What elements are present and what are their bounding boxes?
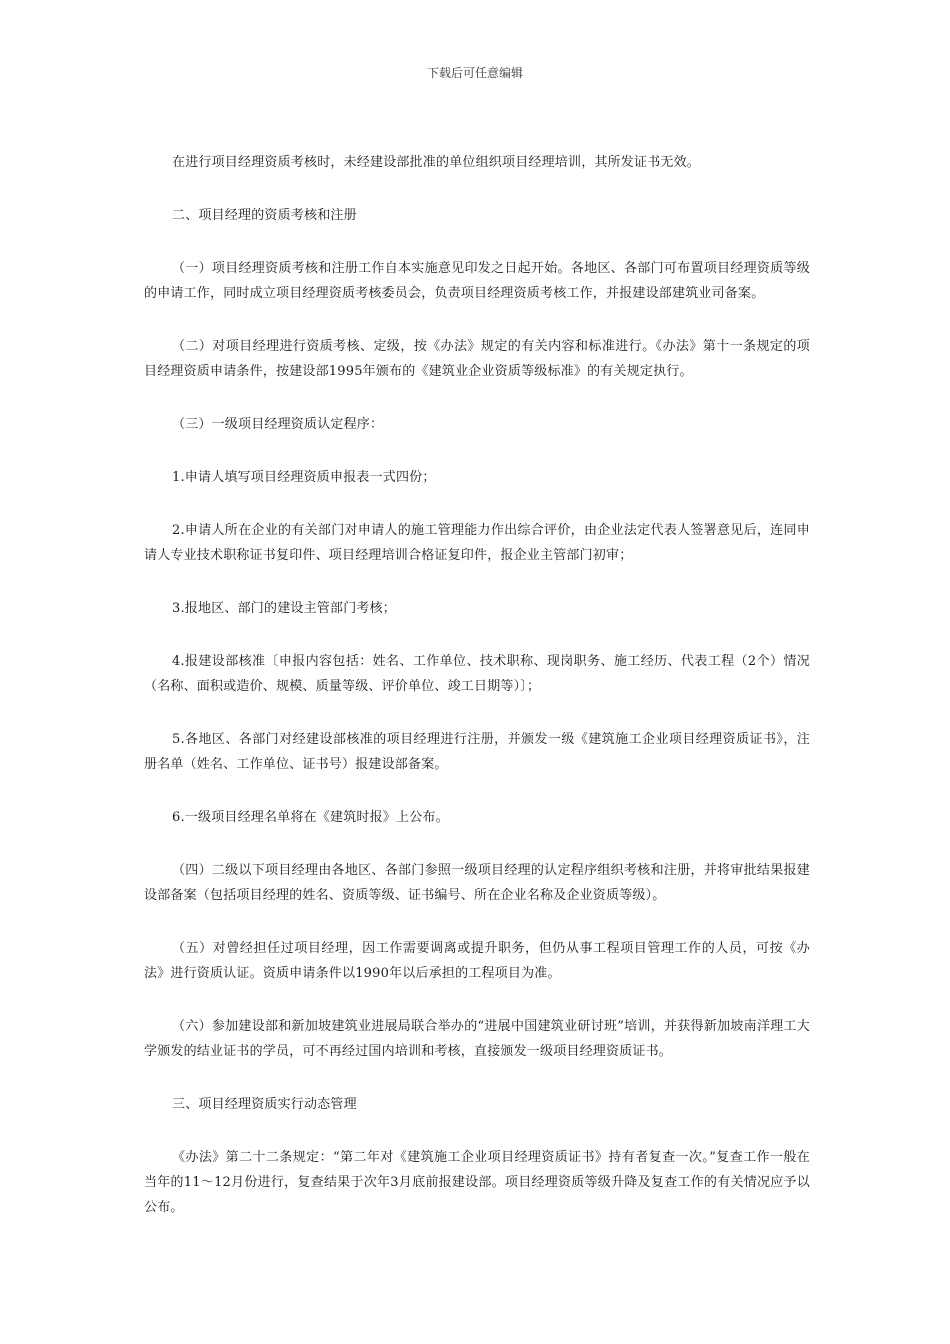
paragraph-item-4: （四）二级以下项目经理由各地区、各部门参照一级项目经理的认定程序组织考核和注册，并将审批结果报建设部备案（包括项目经理的姓名、资质等级、证书编号、所在企业名称及企业资质等级）。 — [144, 863, 810, 903]
paragraph-dynamic-management: 《办法》第二十二条规定：“第二年对《建筑施工企业项目经理资质证书》持有者复查一次。”复查工作一般在当年的11～12月份进行，复查结果于次年3月底前报建设部。项目经理资质等级升降及复查工作的有关情况应予以公布。 — [144, 1150, 810, 1215]
section-heading-2: 二、项目经理的资质考核和注册 — [172, 208, 357, 223]
list-step-1: 1.申请人填写项目经理资质申报表一式四份； — [172, 470, 436, 485]
paragraph-training-invalid: 在进行项目经理资质考核时，未经建设部批准的单位组织项目经理培训，其所发证书无效。 — [172, 155, 701, 170]
list-step-3: 3.报地区、部门的建设主管部门考核； — [172, 601, 397, 616]
paragraph-item-1: （一）项目经理资质考核和注册工作自本实施意见印发之日起开始。各地区、各部门可布置项目经理资质等级的申请工作，同时成立项目经理资质考核委员会，负责项目经理资质考核工作，并报建设部建筑业司备案。 — [144, 261, 810, 301]
section-heading-3: 三、项目经理资质实行动态管理 — [172, 1097, 357, 1112]
paragraph-item-3: （三）一级项目经理资质认定程序： — [172, 417, 384, 432]
list-step-4: 4.报建设部核准〔申报内容包括：姓名、工作单位、技术职称、现岗职务、施工经历、代表工程（2个）情况（名称、面积或造价、规模、质量等级、评价单位、竣工日期等）〕； — [144, 654, 810, 694]
list-step-6: 6.一级项目经理名单将在《建筑时报》上公布。 — [172, 810, 449, 825]
paragraph-item-6: （六）参加建设部和新加坡建筑业进展局联合举办的“进展中国建筑业研讨班”培训，并获得新加坡南洋理工大学颁发的结业证书的学员，可不再经过国内培训和考核，直接颁发一级项目经理资质证书。 — [144, 1019, 810, 1059]
list-step-2: 2.申请人所在企业的有关部门对申请人的施工管理能力作出综合评价，由企业法定代表人签署意见后，连同申请人专业技术职称证书复印件、项目经理培训合格证复印件，报企业主管部门初审； — [144, 523, 810, 563]
document-body — [144, 150, 810, 1248]
paragraph-item-2: （二）对项目经理进行资质考核、定级，按《办法》规定的有关内容和标准进行。《办法》第十一条规定的项目经理资质申请条件，按建设部1995年颁布的《建筑业企业资质等级标准》的有关规定执行。 — [144, 339, 810, 379]
page-header: 下载后可任意编辑 — [426, 66, 523, 80]
paragraph-item-5: （五）对曾经担任过项目经理，因工作需要调离或提升职务，但仍从事工程项目管理工作的人员，可按《办法》进行资质认证。资质申请条件以1990年以后承担的工程项目为准。 — [144, 941, 810, 981]
list-step-5: 5.各地区、各部门对经建设部核准的项目经理进行注册，并颁发一级《建筑施工企业项目经理资质证书》，注册名单（姓名、工作单位、证书号）报建设部备案。 — [144, 732, 810, 772]
